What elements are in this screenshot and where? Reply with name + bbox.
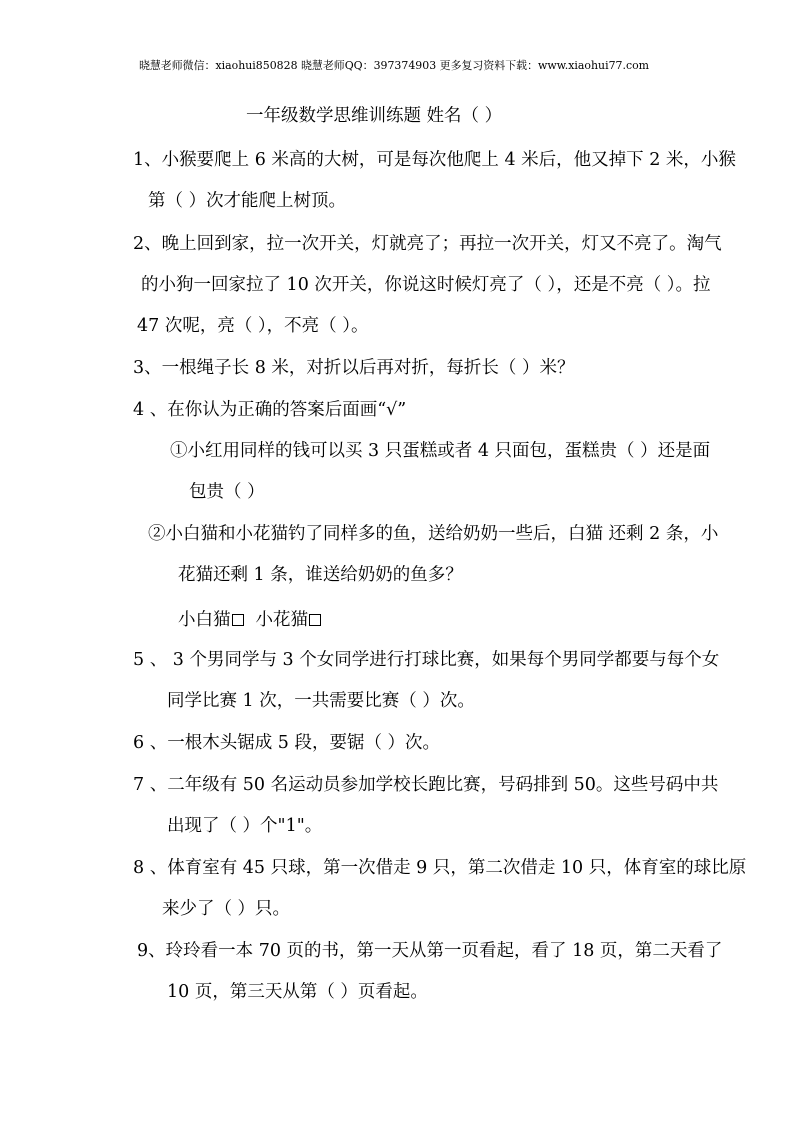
question-9-line-1: 9、玲玲看一本 70 页的书，第一天从第一页看起，看了 18 页，第二天看了: [137, 941, 723, 961]
question-5-line-1: 5 、 3 个男同学与 3 个女同学进行打球比赛，如果每个男同学都要与每个女: [133, 650, 720, 670]
page-title: 一年级数学思维训练题 姓名（ ）: [246, 106, 503, 126]
choice-label-flower-cat: 小花猫: [255, 610, 308, 630]
question-4-sub1-line-1: ①小红用同样的钱可以买 3 只蛋糕或者 4 只面包，蛋糕贵（ ）还是面: [170, 441, 711, 461]
question-6-line-1: 6 、一根木头锯成 5 段，要锯（ ）次。: [133, 733, 441, 753]
choice-label-white-cat: 小白猫: [178, 610, 231, 630]
question-8-line-2: 来少了（ ）只。: [162, 899, 291, 919]
question-4-sub2-line-1: ②小白猫和小花猫钓了同样多的鱼，送给奶奶一些后，白猫 还剩 2 条，小: [148, 524, 719, 544]
question-1-line-2: 第（ ）次才能爬上树顶。: [148, 191, 347, 211]
question-4-line-1: 4 、在你认为正确的答案后面画“√”: [133, 400, 407, 420]
question-2-line-2: 的小狗一回家拉了 10 次开关，你说这时候灯亮了（ ），还是不亮（ ）。拉: [141, 275, 711, 295]
question-8-line-1: 8 、体育室有 45 只球，第一次借走 9 只，第二次借走 10 只，体育室的球比原: [133, 858, 747, 878]
question-2-line-3: 47 次呢，亮（ ），不亮（ ）。: [137, 316, 369, 336]
question-3-line-1: 3、一根绳子长 8 米，对折以后再对折，每折长（ ）米？: [133, 358, 575, 378]
page-header: 晓慧老师微信：xiaohui850828 晓慧老师QQ：397374903 更多复习资料下载：www.xiaohui77.com: [138, 59, 650, 72]
question-7-line-2: 出现了（ ）个"1"。: [167, 816, 323, 836]
question-1-line-1: 1、小猴要爬上 6 米高的大树，可是每次他爬上 4 米后，他又掉下 2 米，小猴: [133, 150, 736, 170]
question-7-line-1: 7 、二年级有 50 名运动员参加学校长跑比赛，号码排到 50。这些号码中共: [133, 775, 719, 795]
question-4-sub1-line-2: 包贵（ ）: [189, 482, 265, 502]
question-9-line-2: 10 页，第三天从第（ ）页看起。: [167, 982, 428, 1002]
question-2-line-1: 2、晚上回到家，拉一次开关，灯就亮了；再拉一次开关，灯又不亮了。淘气: [133, 234, 722, 254]
checkbox-white-cat[interactable]: [232, 614, 244, 626]
question-4-sub2-line-2: 花猫还剩 1 条，谁送给奶奶的鱼多？: [178, 565, 463, 585]
checkbox-flower-cat[interactable]: [309, 614, 321, 626]
question-5-line-2: 同学比赛 1 次，一共需要比赛（ ）次。: [167, 691, 475, 711]
question-4-choices: [178, 608, 321, 632]
